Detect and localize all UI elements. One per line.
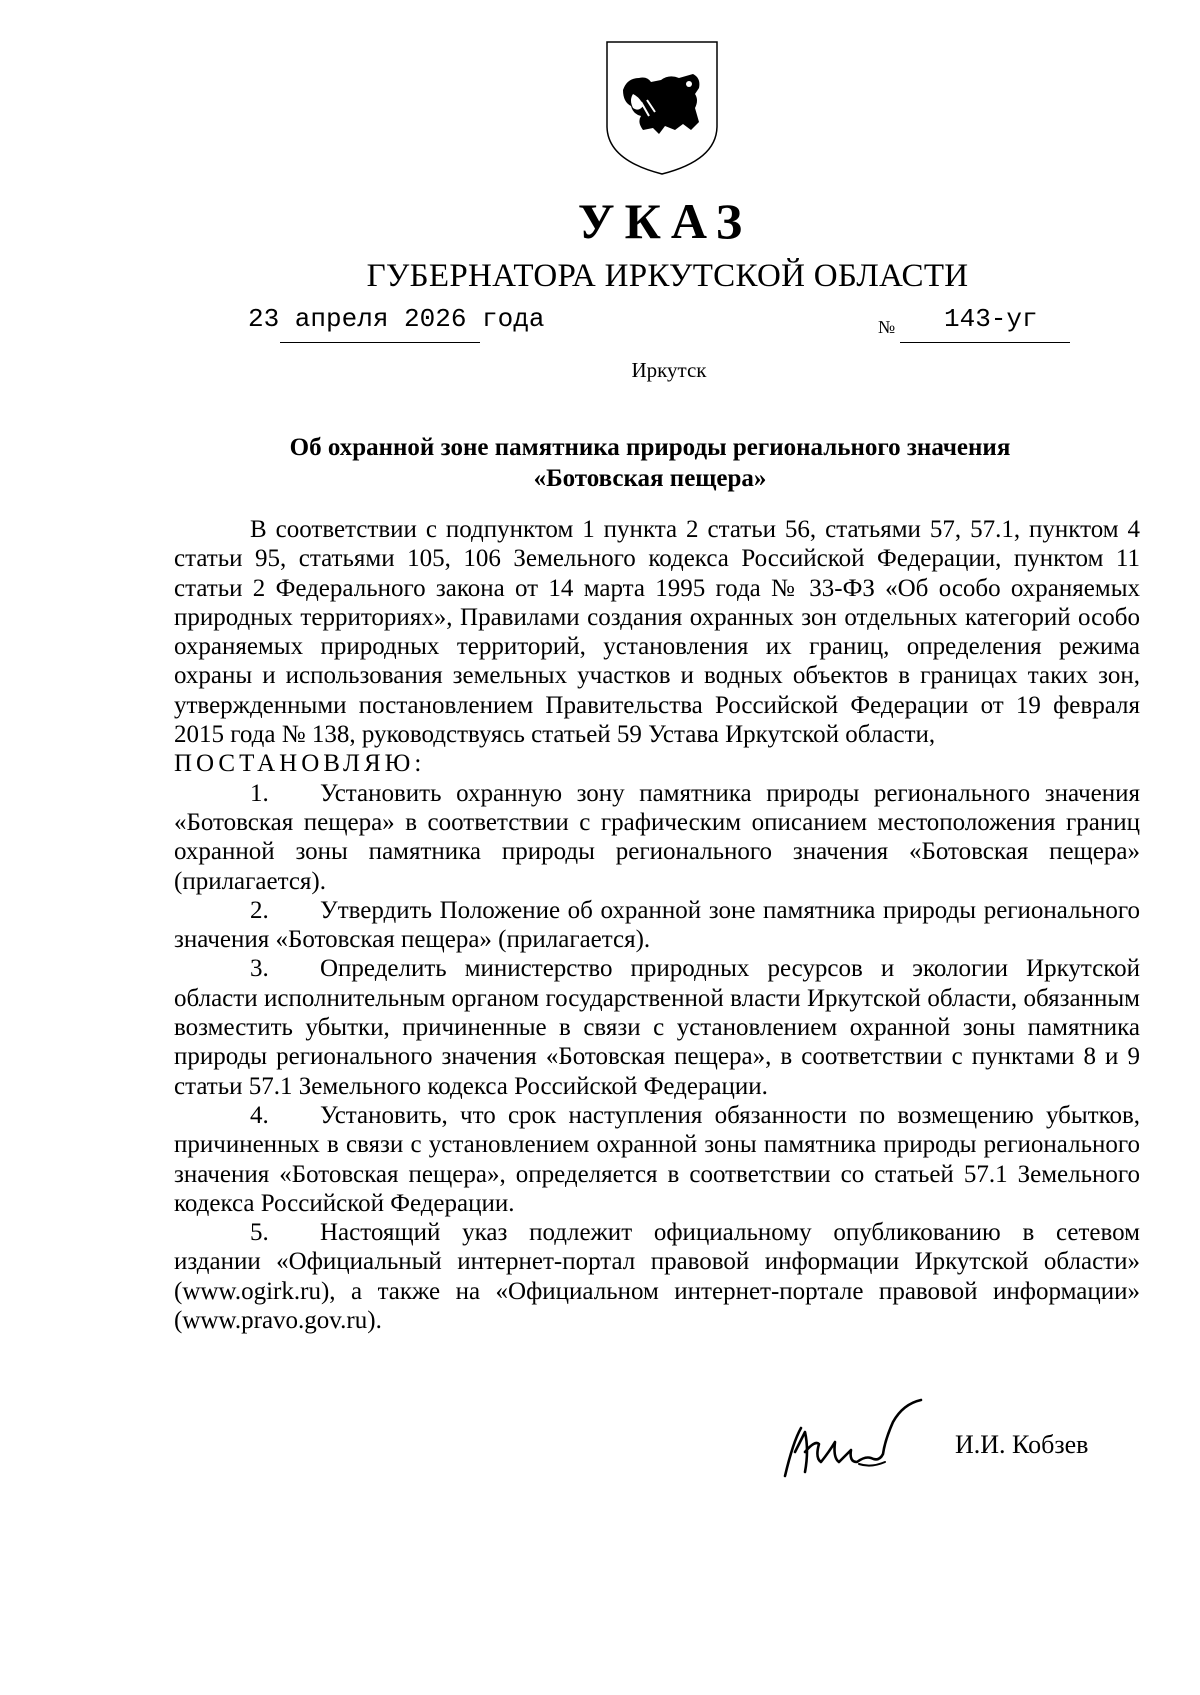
list-item xyxy=(174,1101,1140,1218)
issue-city: Иркутск xyxy=(631,358,707,382)
decree-word: ПОСТАНОВЛЯЮ: xyxy=(174,750,426,778)
number-underline xyxy=(900,342,1070,343)
number-sign: № xyxy=(878,317,896,337)
item-number: 2. xyxy=(250,896,269,924)
item-text: Настоящий указ подлежит официальному опубликованию в сетевом издании «Официальный интернет-портал правовой информации Иркутской области» (www.ogirk.ru), а также на «Официальном интернет-портале правовой информации» (www.pravo.gov.ru). xyxy=(174,1219,1140,1335)
item-number: 3. xyxy=(250,955,269,983)
item-text: Установить охранную зону памятника природы регионального значения «Ботовская пещера» в соответствии с графическим описанием местоположения границ охранной зоны памятника природы регионального значения «Ботовская пещера» (прилагается). xyxy=(174,779,1140,895)
document-date: 23 апреля 2026 года xyxy=(248,304,545,334)
item-number: 4. xyxy=(250,1101,269,1129)
document-number: 143-уг xyxy=(944,304,1038,334)
list-item xyxy=(174,954,1140,1100)
document-heading xyxy=(200,432,1100,494)
coat-of-arms-icon xyxy=(603,38,721,178)
item-text: Определить министерство природных ресурсов и экологии Иркутской области исполнительным органом государственной власти Иркутской области, обязанным возместить убытки, причиненные в связи с установлением охранной зоны памятника природы регионального значения «Ботовская пещера», в соответствии с пунктами 8 и 9 статьи 57.1 Земельного кодекса Российской Федерации. xyxy=(174,955,1140,1100)
document-body xyxy=(174,515,1140,1335)
item-text: Установить, что срок наступления обязанности по возмещению убытков, причиненных в связи с установлением охранной зоны памятника природы регионального значения «Ботовская пещера», определяется в соответствии со статьей 57.1 Земельного кодекса Российской Федерации. xyxy=(174,1101,1140,1217)
date-underline xyxy=(280,342,480,343)
list-item xyxy=(174,779,1140,896)
item-text: Утвердить Положение об охранной зоне памятника природы регионального значения «Ботовская пещера» (прилагается). xyxy=(174,896,1140,954)
item-number: 5. xyxy=(250,1219,269,1247)
signer-name: И.И. Кобзев xyxy=(955,1430,1089,1459)
item-number: 1. xyxy=(250,779,269,807)
list-item xyxy=(174,1218,1140,1335)
issuer-subtitle: ГУБЕРНАТОРА ИРКУТСКОЙ ОБЛАСТИ xyxy=(366,258,969,294)
document-type-title: УКАЗ xyxy=(577,193,753,249)
list-item xyxy=(174,896,1140,955)
handwritten-signature-icon xyxy=(775,1392,950,1484)
preamble-paragraph: В соответствии с подпунктом 1 пункта 2 статьи 56, статьями 57, 57.1, пунктом 4 статьи 95, статьями 105, 106 Земельного кодекса Российской Федерации, пунктом 11 статьи 2 Федерального закона от 14 марта 1995 года № 33-ФЗ «Об особо охраняемых природных территориях», Правилами создания охранных зон отдельных категорий особо охраняемых природных территорий, установления их границ, определения режима охраны и использования земельных участков и водных объектов в границах таких зон, утвержденными постановлением Правительства Российской Федерации от 19 февраля 2015 года № 138, руководствуясь статьей 59 Устава Иркутской области, xyxy=(174,516,1140,749)
heading-line-1: Об охранной зоне памятника природы регионального значения xyxy=(289,434,1011,461)
heading-line-2: «Ботовская пещера» xyxy=(533,465,767,492)
